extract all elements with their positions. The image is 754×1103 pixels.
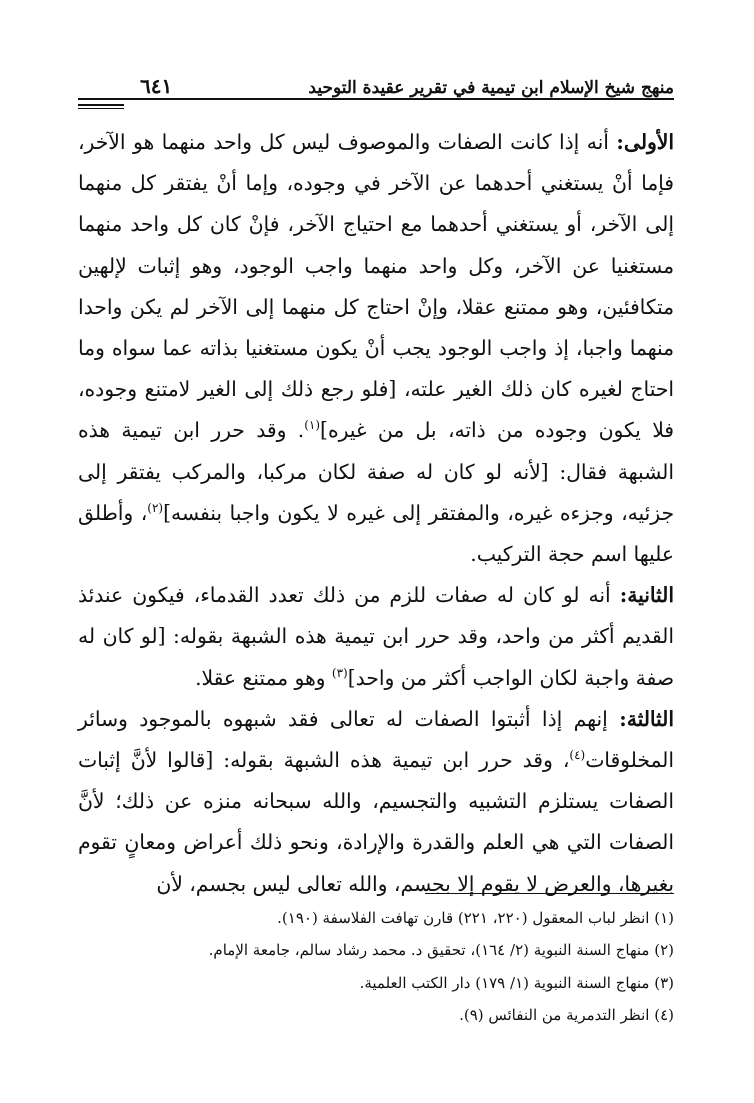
header-rule-left-secondary — [78, 108, 124, 109]
paragraph-text: أنه إذا كانت الصفات والموصوف ليس كل واحد منهما هو الآخر، فإما أنْ يستغني أحدهما عن الآخر في وجوده، وإما أنْ يفتقر كل منهما إلى الآخر، أو يستغني أحدهما مع احتياج الآخر، فإنْ كان كل واحد منهما مستغنيا عن الآخر، وكل واحد منهما واجب الوجود، وهو إثبات لإلهين متكافئين، وهو ممتنع عقلا، وإنْ احتاج كل منهما إلى الآخر لم يكن واحدا منهما واجبا، إذ واجب الوجود يجب أنْ يكون مستغنيا بذاته عما سواه وما احتاج لغيره كان ذلك الغير علته، [فلو رجع ذلك إلى الغير لامتنع وجوده، فلا يكون وجوده من ذاته، بل من غيره] — [78, 130, 674, 443]
paragraph-lead: الثالثة: — [619, 706, 674, 731]
paragraph-text: ، وأطلق عليها اسم حجة التركيب. — [78, 500, 674, 567]
header-rule — [78, 98, 674, 100]
paragraph-text: أنه لو كان له صفات للزم من ذلك تعدد القدماء، فيكون عندئذ القديم أكثر من واحد، وقد حرر ابن تيمية هذه الشبهة بقوله: [لو كان له صفة واجبة لكان الواجب أكثر من واحد] — [78, 583, 674, 690]
footnote-separator — [425, 893, 674, 894]
paragraph-text: وهو ممتنع عقلا. — [195, 665, 332, 690]
footnote-item: (٤) انظر التدمرية من النفائس (٩). — [459, 1006, 674, 1025]
footnote-ref: (٣) — [331, 665, 348, 680]
footnote-item: (٣) منهاج السنة النبوية (١/ ١٧٩) دار الكتب العلمية. — [359, 973, 674, 992]
footnote-ref: (٢) — [147, 501, 164, 516]
paragraph-first — [78, 122, 674, 575]
paragraph-lead: الأولى: — [616, 130, 674, 154]
main-text — [78, 122, 674, 905]
paragraph-text: ، وقد حرر ابن تيمية هذه الشبهة بقوله: [قالوا لأنَّ إثبات الصفات يستلزم التشبيه والتجسيم، والله سبحانه منزه عن ذلك؛ لأنَّ الصفات التي هي العلم والقدرة والإرادة، ونحو ذلك أعراض ومعانٍ تقوم بغيرها، والعرض لا يقوم إلا بجسم، والله تعالى ليس بجسم، لأن — [78, 748, 674, 896]
page-number: ٦٤١ — [140, 74, 173, 98]
footnote-item: (١) انظر لباب المعقول (٢٢٠، ٢٢١) قارن تهافت الفلاسفة (١٩٠). — [277, 909, 674, 927]
footnote-item: (٢) منهاج السنة النبوية (٢/ ١٦٤)، تحقيق د. محمد رشاد سالم، جامعة الإمام. — [208, 941, 674, 960]
header-title: منهج شيخ الإسلام ابن تيمية في تقرير عقيدة التوحيد — [308, 78, 674, 98]
footnote-ref: (٤) — [569, 748, 586, 763]
paragraph-second — [78, 575, 674, 699]
paragraph-lead: الثانية: — [619, 583, 674, 608]
footnotes — [78, 902, 674, 1032]
footnote-ref: (١) — [304, 418, 321, 433]
paragraph-text: إنهم إذا أثبتوا الصفات له تعالى فقد شبهوه بالموجود وسائر المخلوقات — [78, 706, 674, 773]
header-rule-left — [78, 104, 124, 106]
paragraph-third — [78, 699, 674, 905]
running-header — [78, 74, 674, 120]
paragraph-text: . وقد حرر ابن تيمية هذه الشبهة فقال: [لأنه لو كان له صفة لكان مركبا، والمركب يفتقر إلى جزئيه، وجزءه غيره، والمفتقر إلى غيره لا يكون واجبا بنفسه] — [78, 418, 674, 525]
